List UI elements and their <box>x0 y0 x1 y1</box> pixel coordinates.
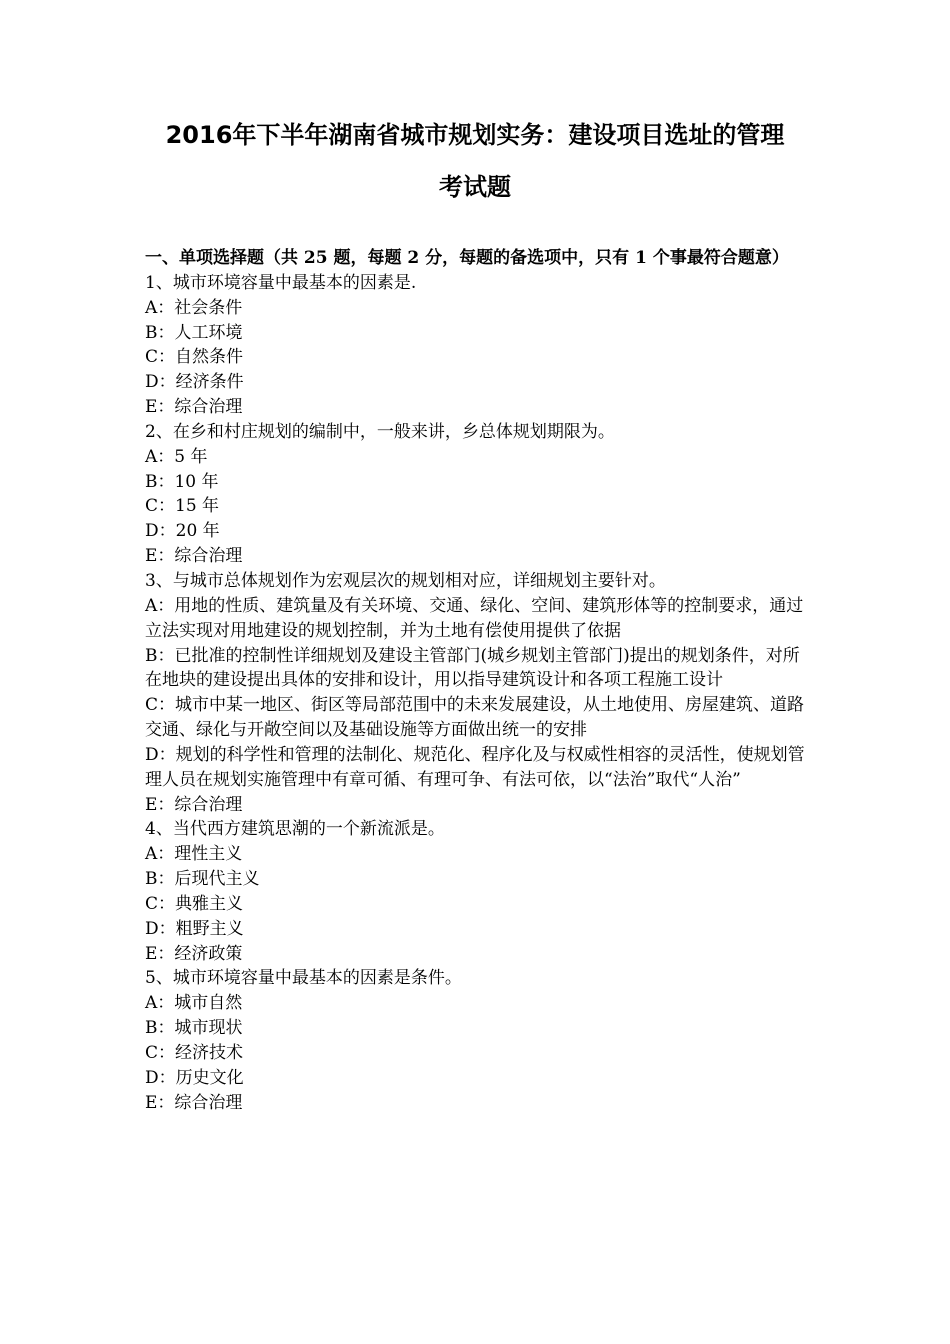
question-stem: 1、城市环境容量中最基本的因素是. <box>145 272 417 293</box>
question-stem: 2、在乡和村庄规划的编制中，一般来讲，乡总体规划期限为。 <box>145 421 615 442</box>
document-title-line-2: 考试题 <box>439 173 511 201</box>
option-e: E：综合治理 <box>145 1092 243 1113</box>
option-b: B：10 年 <box>145 471 219 492</box>
option-e: E：综合治理 <box>145 546 243 567</box>
document-body <box>145 246 810 1116</box>
option-c: C：15 年 <box>145 496 220 517</box>
document-title-line-1: 2016年下半年湖南省城市规划实务：建设项目选址的管理 <box>165 121 785 149</box>
option-b: B：已批准的控制性详细规划及建设主管部门(城乡规划主管部门)提出的规划条件，对所在地块的建设提出具体的安排和设计，用以指导建筑设计和各项工程施工设计 <box>145 645 800 691</box>
option-d: D：历史文化 <box>145 1067 244 1088</box>
option-d: D：20 年 <box>145 521 220 542</box>
section-heading: 一、单项选择题（共 25 题，每题 2 分，每题的备选项中，只有 1 个事最符合题意） <box>145 248 789 268</box>
option-e: E：经济政策 <box>145 943 243 964</box>
question-3 <box>145 569 810 817</box>
option-a: A：5 年 <box>145 446 208 467</box>
question-5 <box>145 966 810 1115</box>
question-stem: 4、当代西方建筑思潮的一个新流派是。 <box>145 819 445 840</box>
option-d: D：规划的科学性和管理的法制化、规范化、程序化及与权威性相容的灵活性，使规划管理人员在规划实施管理中有章可循、有理可争、有法可依，以“法治”取代“人治” <box>145 744 805 790</box>
option-a: A：理性主义 <box>145 844 243 865</box>
option-e: E：综合治理 <box>145 397 243 418</box>
option-a: A：用地的性质、建筑量及有关环境、交通、绿化、空间、建筑形体等的控制要求，通过立法实现对用地建设的规划控制，并为土地有偿使用提供了依据 <box>145 595 804 641</box>
option-c: C：典雅主义 <box>145 893 244 914</box>
option-d: D：经济条件 <box>145 372 244 393</box>
option-c: C：经济技术 <box>145 1043 244 1063</box>
question-4 <box>145 817 810 966</box>
option-c: C：自然条件 <box>145 347 244 368</box>
question-stem: 5、城市环境容量中最基本的因素是条件。 <box>145 968 462 989</box>
option-e: E：综合治理 <box>145 794 243 815</box>
option-b: B：人工环境 <box>145 322 243 343</box>
question-2 <box>145 420 810 569</box>
option-c: C：城市中某一地区、街区等局部范围中的未来发展建设，从土地使用、房屋建筑、道路交通、绿化与开敞空间以及基础设施等方面做出统一的安排 <box>145 695 805 741</box>
option-d: D：粗野主义 <box>145 918 244 939</box>
question-1 <box>145 271 810 420</box>
option-b: B：城市现状 <box>145 1018 243 1039</box>
option-a: A：城市自然 <box>145 993 243 1014</box>
option-b: B：后现代主义 <box>145 869 260 890</box>
option-a: A：社会条件 <box>145 297 243 318</box>
question-stem: 3、与城市总体规划作为宏观层次的规划相对应，详细规划主要针对。 <box>145 570 666 591</box>
